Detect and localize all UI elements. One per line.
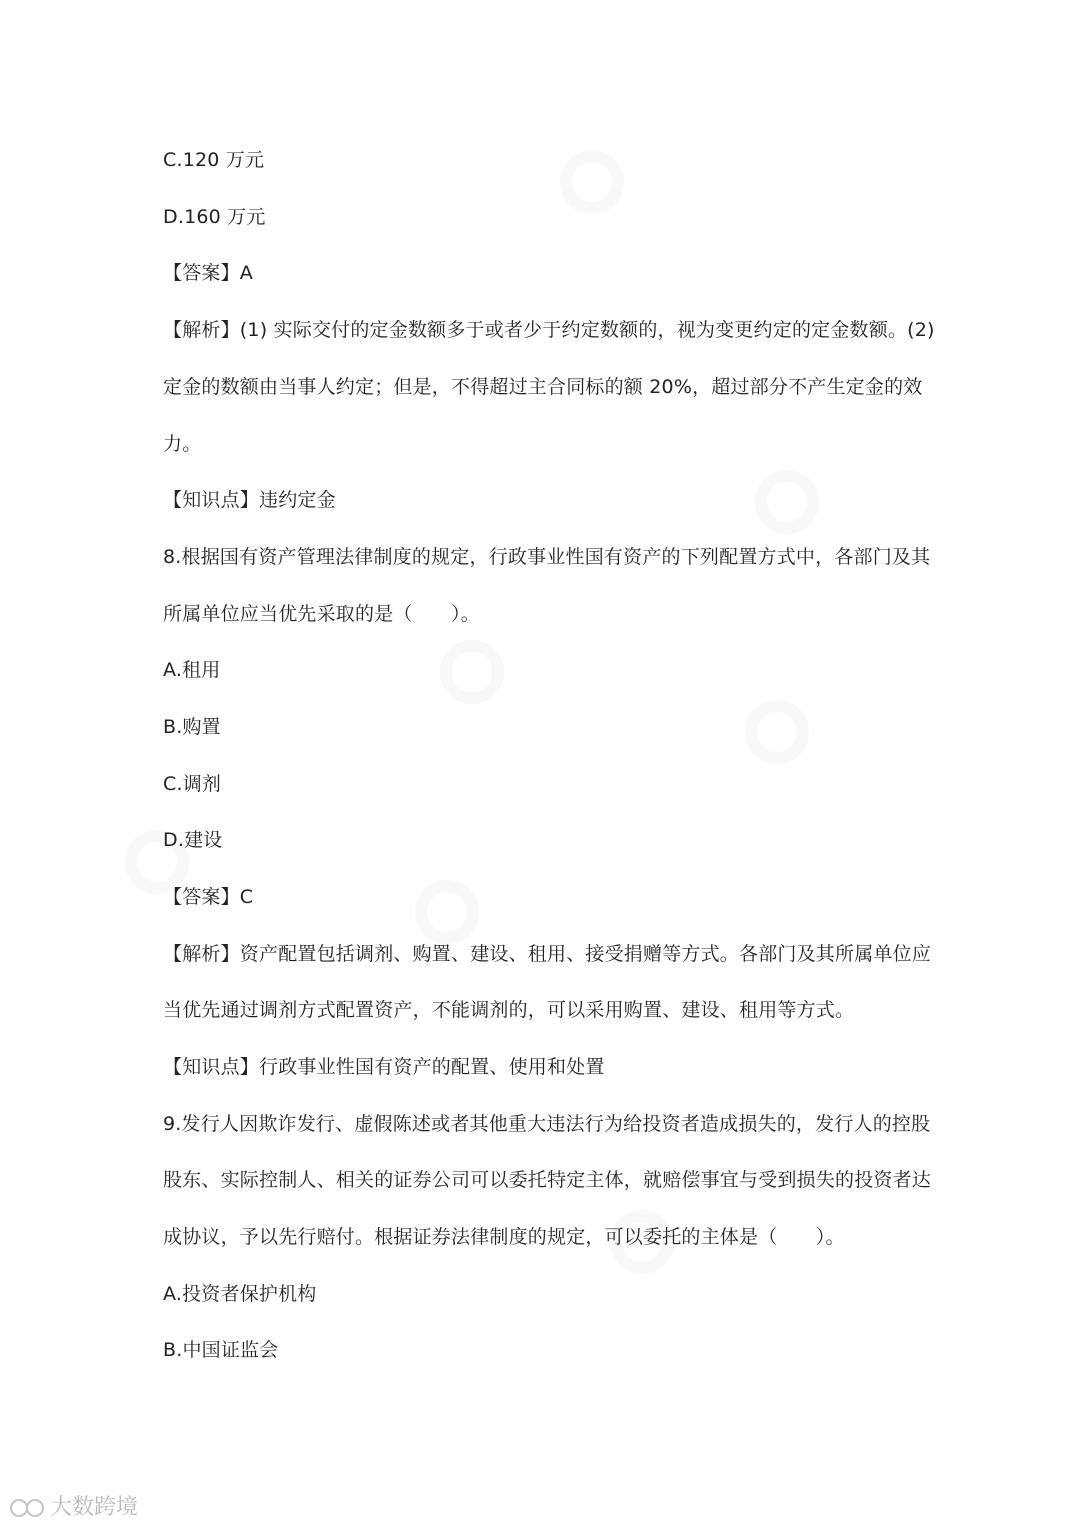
option-a-investor-protection: A.投资者保护机构 [163,1283,317,1305]
watermark-logo-icon [745,700,809,764]
knowledge-point-7: 【知识点】违约定金 [163,489,336,511]
question-8-line-2: 所属单位应当优先采取的是（ ）。 [163,603,480,625]
option-d-160: D.160 万元 [163,206,266,228]
option-b-csrc: B.中国证监会 [163,1339,279,1361]
footer-brand: 大数跨境 [50,1495,139,1520]
watermark-logo-icon [415,880,479,944]
analysis-8-line-2: 当优先通过调剂方式配置资产，不能调剂的，可以采用购置、建设、租用等方式。 [163,999,855,1021]
footer-watermark [10,1490,138,1521]
option-a-rent: A.租用 [163,659,221,681]
analysis-7-line-1: 【解析】(1) 实际交付的定金数额多于或者少于约定数额的，视为变更约定的定金数额。(2) [163,319,935,341]
answer-7: 【答案】A [163,262,253,284]
knowledge-point-8: 【知识点】行政事业性国有资产的配置、使用和处置 [163,1056,605,1078]
answer-8: 【答案】C [163,886,254,908]
watermark-logo-icon [440,640,504,704]
option-b-purchase: B.购置 [163,716,221,738]
option-c-120: C.120 万元 [163,149,265,171]
question-9-line-1: 9.发行人因欺诈发行、虚假陈述或者其他重大违法行为给投资者造成损失的，发行人的控股 [163,1113,931,1135]
analysis-8-line-1: 【解析】资产配置包括调剂、购置、建设、租用、接受捐赠等方式。各部门及其所属单位应 [163,943,932,965]
question-9-line-3: 成协议，予以先行赔付。根据证券法律制度的规定，可以委托的主体是（ ）。 [163,1226,845,1248]
weibo-eye-icon [10,1495,46,1517]
option-d-build: D.建设 [163,829,223,851]
analysis-7-line-3: 力。 [163,433,202,455]
watermark-logo-icon [560,150,624,214]
question-9-line-2: 股东、实际控制人、相关的证券公司可以委托特定主体，就赔偿事宜与受到损失的投资者达 [163,1169,932,1191]
analysis-7-line-2: 定金的数额由当事人约定；但是，不得超过主合同标的额 20%，超过部分不产生定金的效 [163,376,923,398]
option-c-allocate: C.调剂 [163,773,222,795]
question-8-line-1: 8.根据国有资产管理法律制度的规定，行政事业性国有资产的下列配置方式中，各部门及其 [163,546,931,568]
watermark-logo-icon [755,470,819,534]
